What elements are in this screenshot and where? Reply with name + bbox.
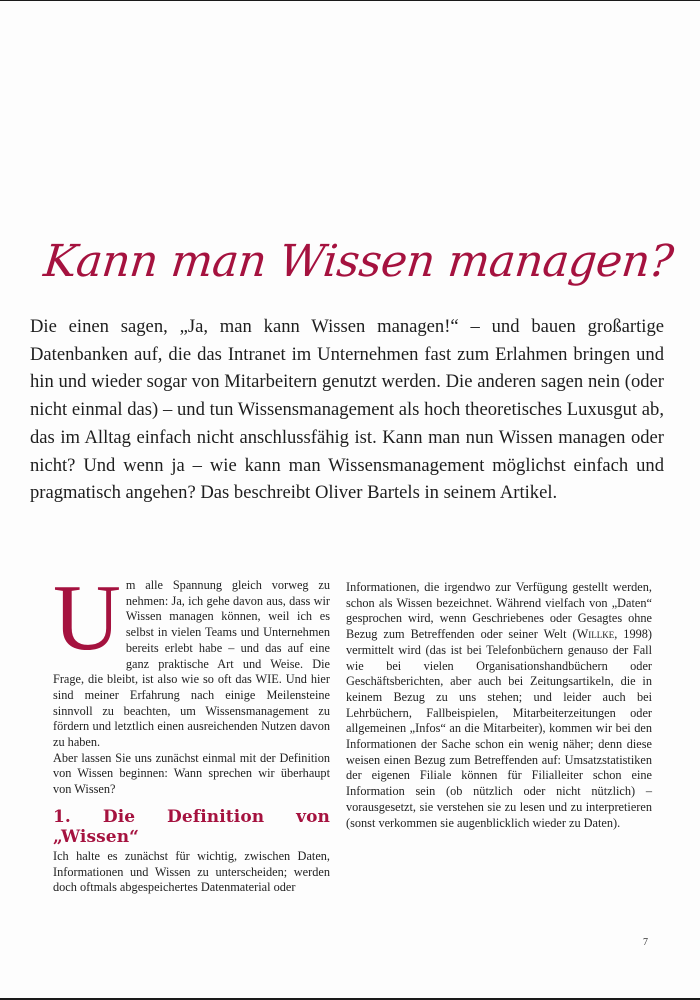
text-part-1: Informationen, die irgendwo zur Verfügung gestellt werden, schon als Wissen bezeichnet. Während vielfach von „Daten“ gesprochen wird, wenn Geschriebenes oder Gesagtes ohne Bezug zum Betreffenden oder seiner Welt (: [346, 580, 652, 642]
right-column: [346, 580, 652, 831]
page-number: 7: [643, 937, 648, 948]
left-column: [53, 566, 330, 896]
intro-text: m alle Spannung gleich vorweg zu nehmen: Ja, ich gehe davon aus, dass wir Wissen managen können, weil ich es selbst in vielen Teams und Unternehmen bereits erlebt habe – und das auf eine ganz praktische Art und Weise. Die Frage, die bleibt, ist also wie so oft das WIE. Und hier sind meiner Erfahrung nach einige Meilensteine sinnvoll zu beachten, um Wissensmanagement zu fördern und letztlich einen ausreichenden Nutzen davon zu haben.: [53, 578, 330, 750]
top-border: [0, 0, 700, 1]
drop-cap: U: [53, 566, 121, 670]
text-part-2: , 1998) vermittelt wird (das ist bei Telefonbüchern genauso der Fall wie bei vielen Organisationshandbüchern oder Geschäftsberichten, aber auch bei Zeitungsartikeln, die in keinem Bezug zu uns stehen; und leider auch bei Lehrbüchern, Fallbeispielen, Mitarbeiterzeitungen oder allgemeinen „Infos“ an die Mitarbeiter), kommen wir bei den Informationen der Sache schon ein wenig näher; denn diese weisen einen Bezug zum Betreffenden auf: Umsatzstatistiken der eigenen Filiale können für Filialleiter schon eine Information sein (ob nützlich oder nicht nützlich) – vorausgesetzt, sie verstehen sie zu lesen und zu interpretieren (sonst verkommen sie augenblicklich wieder zu Daten).: [346, 627, 652, 830]
citation-author: Willke: [576, 627, 615, 642]
lead-paragraph: Die einen sagen, „Ja, man kann Wissen managen!“ – und bauen großartige Datenbanken auf, die das Intranet im Unternehmen fast zum Erlahmen bringen und hin und wieder sogar von Mitarbeitern genutzt werden. Die anderen sagen nein (oder nicht einmal das) – und tun Wissensmanagement als hoch theoretisches Luxusgut ab, das im Alltag einfach nicht anschlussfähig ist. Kann man nun Wissen managen oder nicht? Und wenn ja – wie kann man Wissensmanagement möglichst einfach und pragmatisch angehen? Das beschreibt Oliver Bartels in seinem Artikel.: [30, 316, 664, 504]
definition-paragraph: Ich halte es zunächst für wichtig, zwischen Daten, Informationen und Wissen zu unterscheiden; werden doch oftmals abgespeichertes Datenmaterial oder: [53, 848, 330, 895]
section-heading: 1. Die Definition von „Wissen“: [53, 806, 330, 847]
definition-continued-paragraph: [346, 580, 652, 831]
definition-question-paragraph: Aber lassen Sie uns zunächst einmal mit der Definition von Wissen beginnen: Wann sprechen wir überhaupt von Wissen?: [53, 750, 330, 797]
intro-paragraph: [53, 566, 330, 751]
article-title: Kann man Wissen managen?: [41, 236, 676, 287]
